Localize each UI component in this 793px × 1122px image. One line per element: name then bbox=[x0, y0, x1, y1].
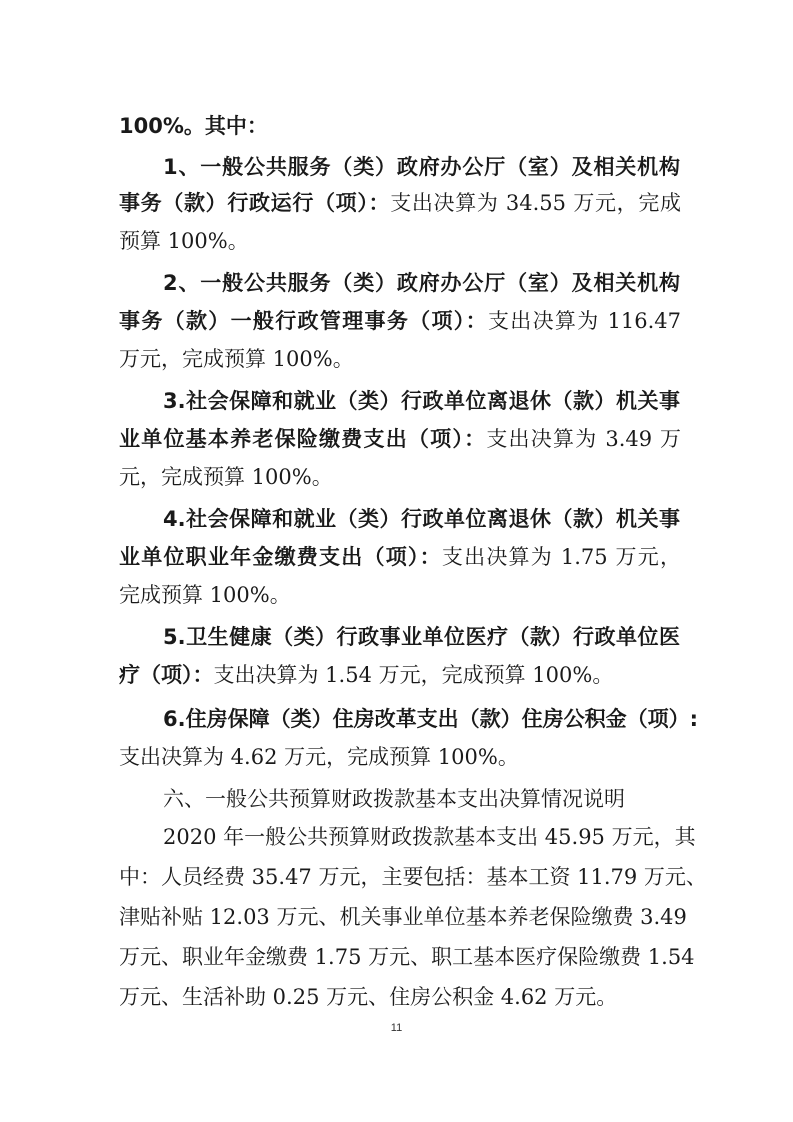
item-2-line-3: 万元，完成预算 100%。 bbox=[119, 347, 354, 371]
item-3-line-3: 元，完成预算 100%。 bbox=[119, 465, 333, 489]
item-6-amount: 支出决算为 4.62 万元，完成预算 100%。 bbox=[119, 745, 519, 769]
item-3-heading-line: 3.社会保障和就业（类）行政单位离退休（款）机关事 bbox=[163, 389, 680, 413]
item-2-heading-line: 2、一般公共服务（类）政府办公厅（室）及相关机构 bbox=[163, 271, 680, 295]
item-4-line-2 bbox=[119, 542, 681, 572]
item-6-heading-line: 6.住房保障（类）住房改革支出（款）住房公积金（项）: bbox=[163, 707, 698, 731]
item-5-amount: 支出决算为 1.54 万元，完成预算 100%。 bbox=[213, 663, 614, 687]
item-5-heading-tail: 疗（项）： bbox=[119, 663, 214, 687]
item-2-heading-tail: 事务（款）一般行政管理事务（项）： bbox=[119, 309, 488, 333]
item-3-amount: 支出决算为 3.49 万 bbox=[486, 427, 682, 451]
item-3-heading-tail: 业单位基本养老保险缴费支出（项）： bbox=[119, 427, 487, 451]
item-1-heading-line: 1、一般公共服务（类）政府办公厅（室）及相关机构 bbox=[163, 155, 680, 179]
section-6-para-line-4: 万元、职业年金缴费 1.75 万元、职工基本医疗保险缴费 1.54 bbox=[119, 945, 695, 969]
item-4-line-3: 完成预算 100%。 bbox=[119, 583, 291, 607]
section-6-para-line-5: 万元、生活补助 0.25 万元、住房公积金 4.62 万元。 bbox=[119, 985, 618, 1009]
item-5-line-2 bbox=[119, 660, 793, 690]
item-4-amount: 支出决算为 1.75 万元， bbox=[441, 545, 682, 569]
item-4-heading-line: 4.社会保障和就业（类）行政单位离退休（款）机关事 bbox=[163, 507, 680, 531]
item-1-heading-tail: 事务（款）行政运行（项）： bbox=[119, 191, 391, 215]
item-2-line-2 bbox=[119, 306, 681, 336]
item-5-heading-line: 5.卫生健康（类）行政事业单位医疗（款）行政单位医 bbox=[163, 625, 680, 649]
item-2-amount: 支出决算为 116.47 bbox=[487, 309, 682, 333]
item-4-heading-tail: 业单位职业年金缴费支出（项）： bbox=[119, 545, 442, 569]
item-3-line-2 bbox=[119, 424, 681, 454]
section-6-para-line-1: 2020 年一般公共预算财政拨款基本支出 45.95 万元，其 bbox=[163, 825, 696, 849]
section-6-para-line-2: 中：人员经费 35.47 万元，主要包括：基本工资 11.79 万元、 bbox=[119, 865, 707, 889]
item-1-line-2 bbox=[119, 188, 681, 218]
paragraph-line: 100%。其中： bbox=[119, 114, 268, 138]
page-number: 11 bbox=[390, 1022, 403, 1034]
section-6-para-line-3: 津贴补贴 12.03 万元、机关事业单位基本养老保险缴费 3.49 bbox=[119, 905, 687, 929]
section-6-heading: 六、一般公共预算财政拨款基本支出决算情况说明 bbox=[163, 787, 625, 811]
item-1-amount: 支出决算为 34.55 万元，完成 bbox=[390, 191, 682, 215]
item-1-line-3: 预算 100%。 bbox=[119, 229, 249, 253]
